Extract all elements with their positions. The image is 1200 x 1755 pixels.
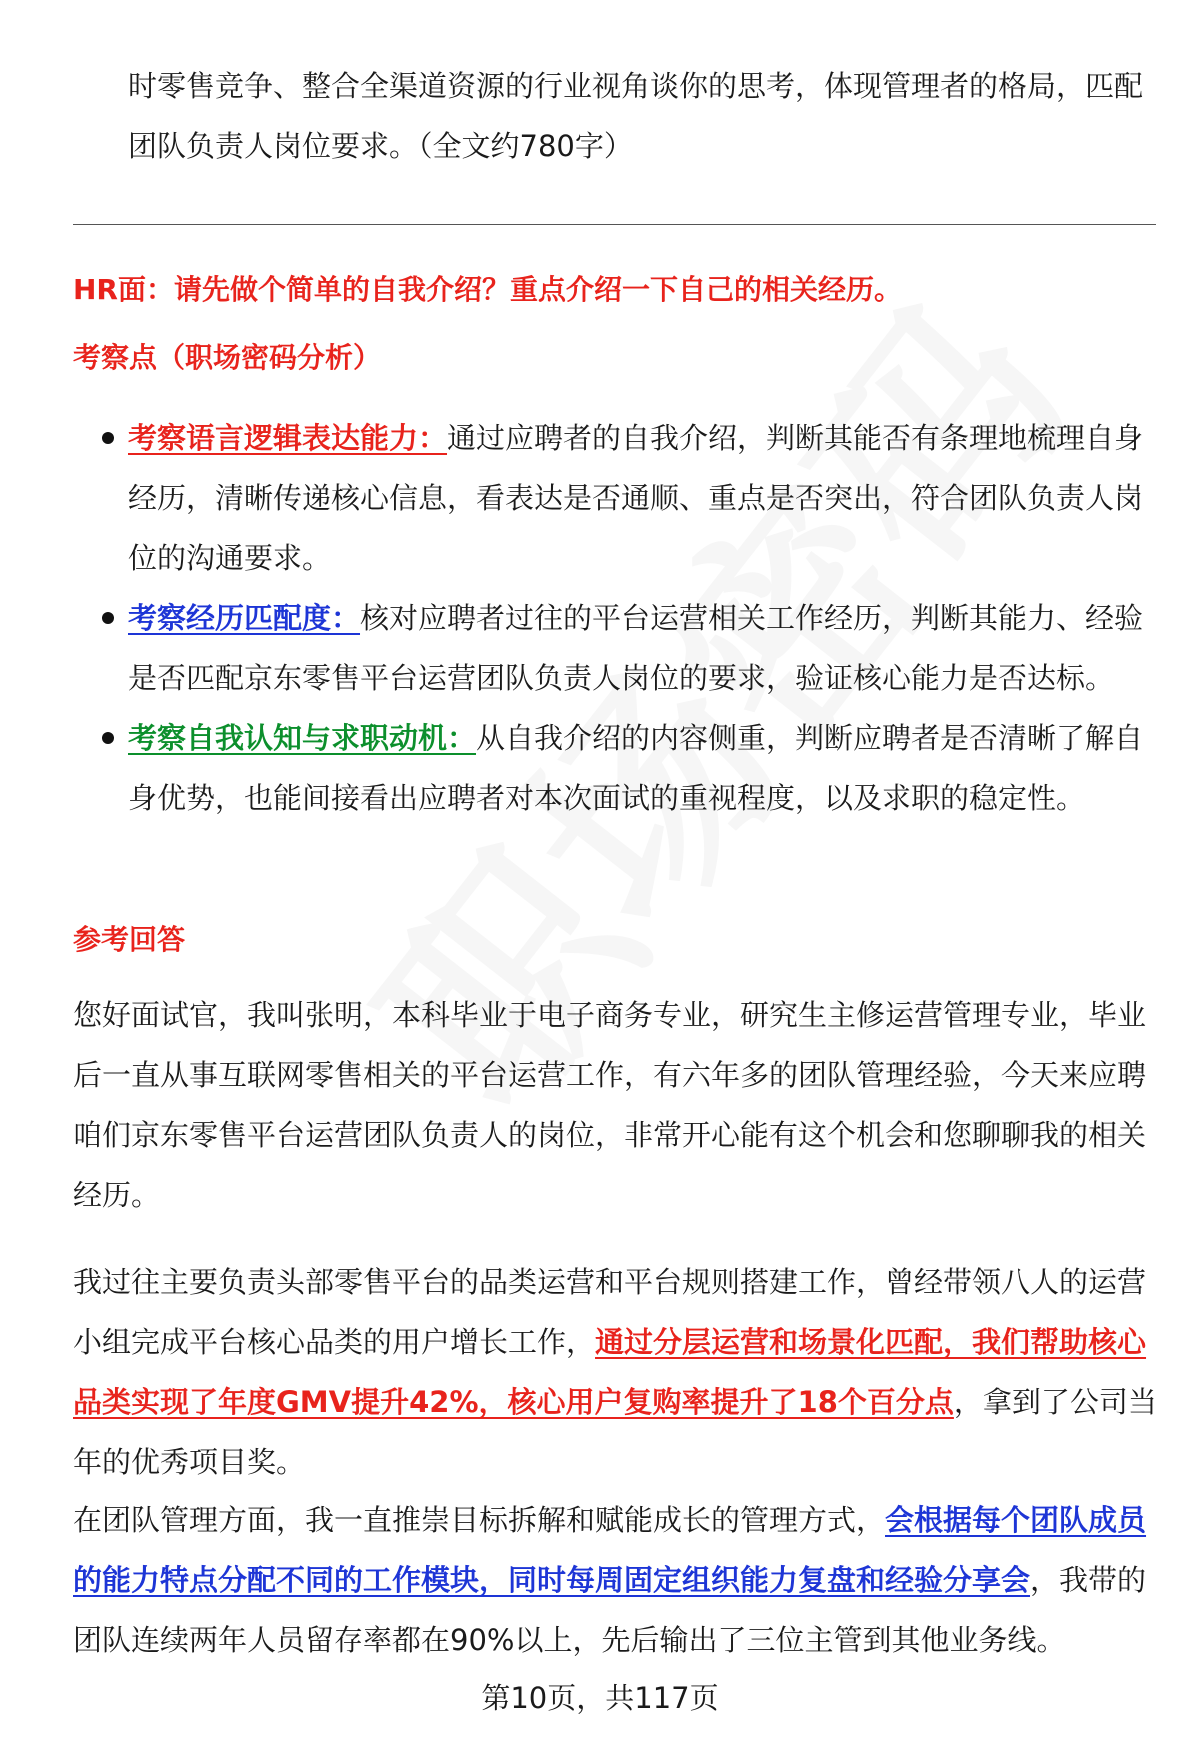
horizontal-divider [73,224,1156,225]
bullet-dot-icon [102,612,114,624]
reference-answer-heading: 参考回答 [73,923,186,956]
paragraph-text: ，我带的团队连续两年人员留存率都在90%以上，先后输出了三位主管到其他业务线。 [73,1563,1147,1657]
bullet-title: 考察经历匹配度： [128,601,361,635]
bullet-title: 考察自我认知与求职动机： [128,721,477,755]
answer-paragraph-1: 您好面试官，我叫张明，本科毕业于电子商务专业，研究生主修运营管理专业，毕业后一直从事互联网零售相关的平台运营工作，有六年多的团队管理经验，今天来应聘咱们京东零售平台运营团队负责人的岗位，非常开心能有这个机会和您聊聊我的相关经历。 [73,998,1147,1212]
bullet-text: 从自我介绍的内容侧重，判断应聘者是否清晰了解自身优势，也能间接看出应聘者对本次面试的重视程度，以及求职的稳定性。 [128,721,1144,815]
answer-paragraph-3 [73,1490,1158,1670]
paragraph-text: 我过往主要负责头部零售平台的品类运营和平台规则搭建工作，曾经带领八人的运营小组完成平台核心品类的用户增长工作， [73,1265,1147,1359]
answer-paragraph-2 [73,1252,1158,1492]
assessment-list [98,408,1150,828]
bullet-dot-icon [102,732,114,744]
paragraph-text: 在团队管理方面，我一直推崇目标拆解和赋能成长的管理方式， [73,1503,886,1537]
paragraph-text: ，拿到了公司当年的优秀项目奖。 [73,1385,1157,1479]
assessment-heading: 考察点（职场密码分析） [73,341,382,374]
page-number: 第10页，共117页 [481,1681,719,1715]
highlighted-management: 会根据每个团队成员的能力特点分配不同的工作模块，同时每周固定组织能力复盘和经验分享会 [73,1503,1147,1597]
list-item [98,708,1150,828]
question-heading: HR面：请先做个简单的自我介绍？重点介绍一下自己的相关经历。 [73,273,902,306]
bullet-text: 通过应聘者的自我介绍，判断其能否有条理地梳理自身经历，清晰传递核心信息，看表达是否通顺、重点是否突出，符合团队负责人岗位的沟通要求。 [128,421,1144,575]
highlighted-achievement: 通过分层运营和场景化匹配，我们帮助核心品类实现了年度GMV提升42%，核心用户复购率提升了18个百分点 [73,1325,1147,1419]
bullet-text: 核对应聘者过往的平台运营相关工作经历，判断其能力、经验是否匹配京东零售平台运营团队负责人岗位的要求，验证核心能力是否达标。 [128,601,1144,695]
list-item [98,408,1150,588]
intro-paragraph: 时零售竞争、整合全渠道资源的行业视角谈你的思考，体现管理者的格局，匹配团队负责人岗位要求。（全文约780字） [128,69,1144,163]
list-item [98,588,1150,708]
bullet-title: 考察语言逻辑表达能力： [128,421,448,455]
bullet-dot-icon [102,432,114,444]
